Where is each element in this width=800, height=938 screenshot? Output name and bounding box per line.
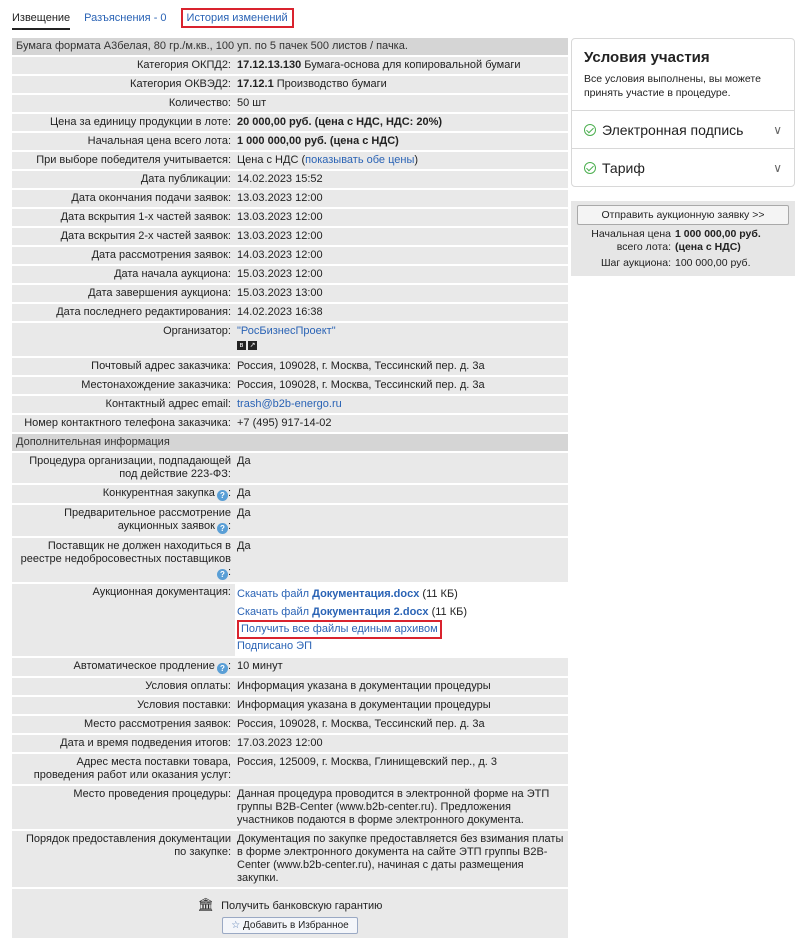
social-icons [237, 341, 257, 350]
check-circle-icon [584, 124, 596, 136]
tab-notice[interactable]: Извещение [12, 10, 70, 30]
row-quantity: Количество: 50 шт [12, 95, 568, 112]
row-email: Контактный адрес email: trash@b2b-energo.ru [12, 396, 568, 413]
chevron-down-icon: ∨ [773, 122, 782, 137]
accordion-signature[interactable]: Электронная подпись ∨ [572, 110, 794, 148]
share-icon[interactable]: ↗ [249, 342, 256, 349]
row-results-date: Дата и время подведения итогов: 17.03.2023 12:00 [12, 735, 568, 752]
row-auto-extend: Автоматическое продление ? : 10 минут [12, 658, 568, 676]
row-223fz: Процедура организации, подпадающей под действие 223-ФЗ: Да [12, 453, 568, 483]
row-publish-date: Дата публикации: 14.02.2023 15:52 [12, 171, 568, 188]
signed-ep-link[interactable]: Подписано ЭП [237, 640, 312, 652]
actions-area [12, 889, 568, 938]
tab-change-history[interactable]: История изменений [181, 8, 294, 28]
row-procedure-place: Место проведения процедуры: Данная процедура проводится в электронной форме на ЭТП группы B2B-Center (www.b2b-center.ru). Предложения участников подаются в форме электронного документа. [12, 786, 568, 829]
auction-step-line: Шаг аукциона: 100 000,00 руб. [600, 257, 751, 269]
bank-guarantee-link[interactable]: 🏛 Получить банковскую гарантию [197, 897, 383, 912]
show-both-prices-link[interactable]: показывать обе цены [305, 154, 415, 166]
star-icon: ☆ [231, 920, 241, 931]
row-docs-order: Порядок предоставления документации по закупке: Документация по закупке предоставляется без взимания платы в форме электронного документа на сайте ЭТП группы B2B-Center (www.b2b-center.ru), начиная с даты размещения закупки. [12, 831, 568, 887]
row-delivery: Условия поставки: Информация указана в документации процедуры [12, 697, 568, 714]
participation-desc: Все условия выполнены, вы можете принять участие в процедуре. [584, 73, 761, 99]
row-prelim-review: Предварительное рассмотрение аукционных заявок ? : Да [12, 505, 568, 536]
tabs-bar [12, 6, 294, 30]
sidebar [571, 38, 795, 276]
accordion-tariff[interactable]: Тариф ∨ [572, 148, 794, 186]
product-header: Бумага формата А3белая, 80 гр./м.кв., 100 уп. по 5 пачек 500 листов / пачка. [12, 38, 568, 55]
auction-panel [571, 201, 795, 276]
help-icon[interactable]: ? [217, 569, 228, 580]
row-review: Дата рассмотрения заявок: 14.03.2023 12:00 [12, 247, 568, 264]
row-winner-criteria: При выборе победителя учитывается: Цена с НДС (показывать обе цены) [12, 152, 568, 169]
download-doc2-link[interactable]: Скачать файл Документация 2.docx [237, 606, 429, 618]
chevron-down-icon: ∨ [773, 160, 782, 175]
row-unit-price: Цена за единицу продукции в лоте: 20 000,00 руб. (цена с НДС, НДС: 20%) [12, 114, 568, 131]
procedure-details [12, 38, 568, 938]
start-price-line: Начальная цена всего лота: 1 000 000,00 руб. (цена с НДС) [591, 228, 761, 253]
row-start-price: Начальная цена всего лота: 1 000 000,00 руб. (цена с НДС) [12, 133, 568, 150]
row-auction-docs: Аукционная документация: Скачать файл Документация.docx (11 КБ) Скачать файл Документация 2.docx (11 КБ) Получить все файлы единым архивом Подписано ЭП [12, 584, 568, 656]
organizer-link[interactable]: "РосБизнесПроект" [237, 325, 336, 337]
row-organizer: Организатор: "РосБизнесПроект" в ↗ [12, 323, 568, 356]
bank-icon: 🏛 [197, 897, 215, 912]
row-delivery-address: Адрес места поставки товара, проведения работ или оказания услуг: Россия, 125009, г. Москва, Глинищевский пер., д. 3 [12, 754, 568, 784]
row-postal-address: Почтовый адрес заказчика: Россия, 109028, г. Москва, Тессинский пер. д. 3а [12, 358, 568, 375]
participation-card [571, 38, 795, 187]
row-location: Местонахождение заказчика: Россия, 109028, г. Москва, Тессинский пер. д. 3а [12, 377, 568, 394]
row-review-place: Место рассмотрения заявок: Россия, 109028, г. Москва, Тессинский пер. д. 3а [12, 716, 568, 733]
row-okpd2: Категория ОКПД2: 17.12.13.130 Бумага-основа для копировальной бумаги [12, 57, 568, 74]
submit-bid-button[interactable]: Отправить аукционную заявку >> [577, 205, 789, 225]
help-icon[interactable]: ? [217, 523, 228, 534]
additional-info-header: Дополнительная информация [12, 434, 568, 451]
row-unfair-registry: Поставщик не должен находиться в реестре недобросовестных поставщиков? : Да [12, 538, 568, 582]
add-to-favorites-button[interactable]: ☆ Добавить в Избранное [222, 917, 358, 934]
row-open1: Дата вскрытия 1-х частей заявок: 13.03.2023 12:00 [12, 209, 568, 226]
row-open2: Дата вскрытия 2-х частей заявок: 13.03.2023 12:00 [12, 228, 568, 245]
tab-clarifications[interactable]: Разъяснения - 0 [84, 12, 167, 24]
vk-icon[interactable]: в [237, 341, 246, 350]
row-phone: Номер контактного телефона заказчика: +7 (495) 917-14-02 [12, 415, 568, 432]
download-archive-link[interactable]: Получить все файлы единым архивом [241, 623, 438, 635]
row-competitive: Конкурентная закупка ? : Да [12, 485, 568, 503]
row-okved2: Категория ОКВЭД2: 17.12.1 Производство бумаги [12, 76, 568, 93]
row-payment: Условия оплаты: Информация указана в документации процедуры [12, 678, 568, 695]
row-auction-end: Дата завершения аукциона: 15.03.2023 13:00 [12, 285, 568, 302]
row-last-edit: Дата последнего редактирования: 14.02.2023 16:38 [12, 304, 568, 321]
row-deadline: Дата окончания подачи заявок: 13.03.2023 12:00 [12, 190, 568, 207]
participation-title: Условия участия [584, 49, 710, 66]
help-icon[interactable]: ? [217, 490, 228, 501]
email-link[interactable]: trash@b2b-energo.ru [237, 398, 342, 410]
check-circle-icon [584, 162, 596, 174]
download-doc1-link[interactable]: Скачать файл Документация.docx [237, 588, 420, 600]
row-auction-start: Дата начала аукциона: 15.03.2023 12:00 [12, 266, 568, 283]
help-icon[interactable]: ? [217, 663, 228, 674]
